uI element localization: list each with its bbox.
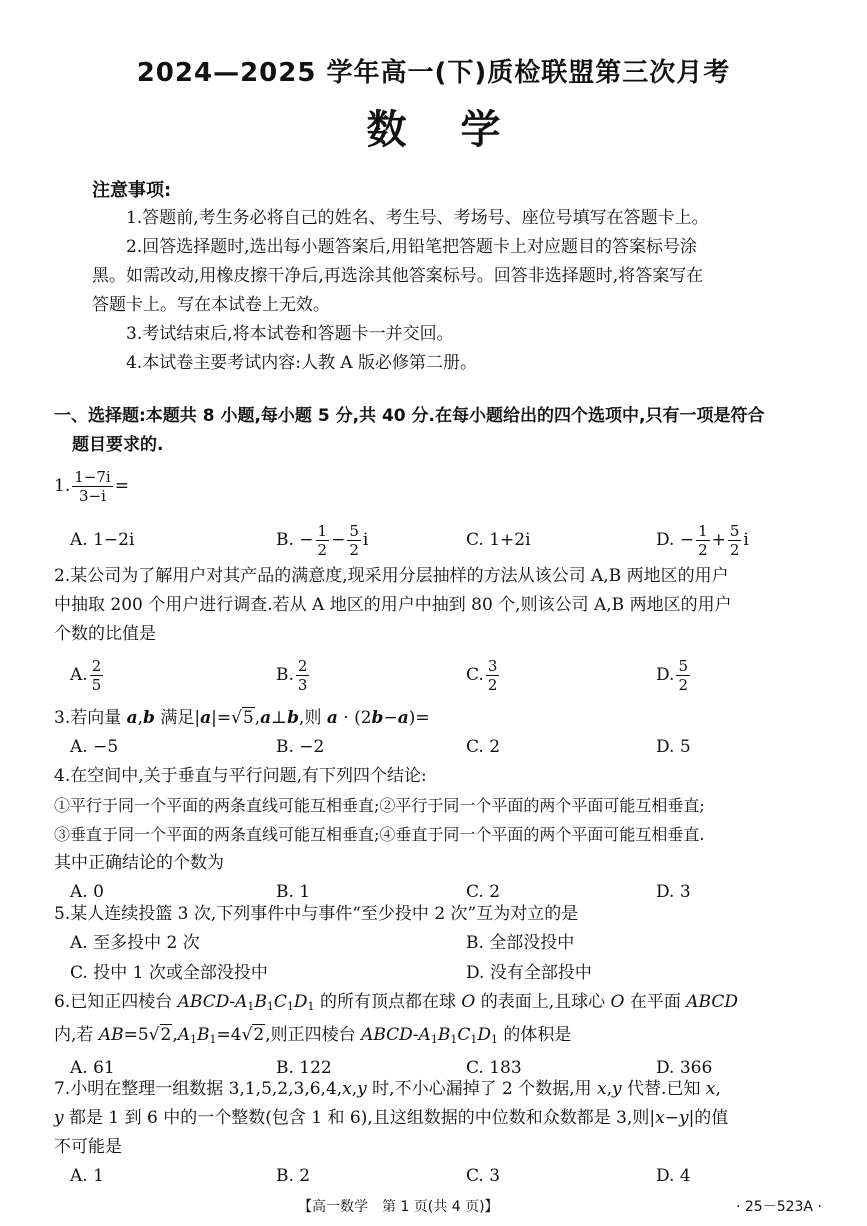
question-line: 个数的比值是	[54, 624, 156, 644]
notice-list	[92, 204, 792, 378]
subject-title: 数学	[366, 107, 555, 153]
option-b: B. 122	[276, 1058, 332, 1078]
option-b: B. −2	[276, 737, 325, 757]
option-a: A. 0	[70, 882, 104, 902]
notice-item: 答题卡上。写在本试卷上无效。	[92, 295, 330, 315]
option-d: D. $\frac{5}{2}$	[656, 657, 688, 694]
section-heading	[54, 402, 824, 460]
question-line: 7.小明在整理一组数据 3,1,5,2,3,6,4,x,y 时,不小心漏掉了 2 个数据,用 x,y 代替.已知 x,	[54, 1079, 721, 1099]
paper-code: · 25－523A ·	[736, 1199, 822, 1215]
question-stem: 5.某人连续投篮 3 次,下列事件中与事件“至少投中 2 次”互为对立的是	[54, 904, 579, 924]
option-d: D. 没有全部投中	[466, 963, 592, 983]
section-line: 题目要求的.	[72, 435, 164, 455]
notice-item: 2.回答选择题时,选出每小题答案后,用铅笔把答题卡上对应题目的答案标号涂	[126, 237, 698, 257]
question-6	[54, 988, 824, 1084]
option-a: A. $\frac{2}{5}$	[70, 657, 102, 694]
option-row	[54, 518, 824, 562]
exam-title: 2024—2025 学年高一(下)质检联盟第三次月考	[136, 58, 731, 88]
option-b: B. − $\frac{1}{2}$ − $\frac{5}{2}$ i	[276, 522, 369, 559]
question-line: 不可能是	[54, 1137, 122, 1157]
question-line: 其中正确结论的个数为	[54, 853, 224, 873]
question-stem: 1. $\frac{1-7i}{3-i}$ =	[54, 468, 129, 505]
option-row	[54, 929, 824, 959]
fraction: $\frac{1-7i}{3-i}$	[74, 468, 111, 505]
option-a: A. 至多投中 2 次	[70, 933, 200, 953]
option-c: C. 183	[466, 1058, 522, 1078]
question-line: ①平行于同一个平面的两条直线可能互相垂直;②平行于同一个平面的两个平面可能互相垂直;	[54, 796, 705, 815]
option-a: A. 1	[70, 1166, 104, 1186]
option-a: A. 1−2i	[70, 530, 135, 550]
question-line: ③垂直于同一个平面的两条直线可能互相垂直;④垂直于同一个平面的两个平面可能互相垂直.	[54, 825, 705, 844]
notice-item: 3.考试结束后,将本试卷和答题卡一并交回。	[126, 324, 454, 344]
option-d: D. 366	[656, 1058, 713, 1078]
option-a: A. −5	[70, 737, 119, 757]
question-line: y 都是 1 到 6 中的一个整数(包含 1 和 6),且这组数据的中位数和众数都是 3,则|x−y|的值	[54, 1108, 729, 1128]
notice-item: 4.本试卷主要考试内容:人教 A 版必修第二册。	[126, 353, 478, 373]
option-row	[54, 733, 824, 763]
option-row	[54, 1162, 824, 1192]
question-1	[54, 462, 824, 562]
question-line: 内,若 $AB=5√2,A_1B_1=4√2$,则正四棱台 ABCD-$A_1B_1C_1D_1$ 的体积是	[54, 1025, 572, 1046]
page-number: 【高一数学 第 1 页(共 4 页)】	[298, 1199, 499, 1215]
option-c: C. 投中 1 次或全部没投中	[70, 963, 268, 983]
question-4	[54, 762, 824, 908]
option-c: C. 3	[466, 1166, 501, 1186]
option-c: C. $\frac{3}{2}$	[466, 657, 498, 694]
option-row	[54, 959, 824, 989]
question-line: 4.在空间中,关于垂直与平行问题,有下列四个结论:	[54, 766, 427, 786]
option-b: B. 2	[276, 1166, 311, 1186]
option-d: D. 4	[656, 1166, 691, 1186]
option-b: B. $\frac{2}{3}$	[276, 657, 308, 694]
option-b: B. 1	[276, 882, 311, 902]
option-d: D. − $\frac{1}{2}$ + $\frac{5}{2}$ i	[656, 522, 749, 559]
option-a: A. 61	[70, 1058, 115, 1078]
question-line: 中抽取 200 个用户进行调查.若从 A 地区的用户中抽到 80 个,则该公司 A,B 两地区的用户	[54, 595, 732, 615]
question-stem: 3.若向量 a,b 满足|a|=√5,a⊥b,则 a · (2b−a)=	[54, 708, 430, 728]
option-row	[54, 649, 824, 701]
notice-item: 1.答题前,考生务必将自己的姓名、考生号、考场号、座位号填写在答题卡上。	[126, 208, 709, 228]
option-c: C. 2	[466, 737, 501, 757]
question-5	[54, 900, 824, 989]
question-7	[54, 1075, 824, 1192]
question-2	[54, 562, 824, 701]
option-c: C. 2	[466, 882, 501, 902]
option-d: D. 5	[656, 737, 691, 757]
notice-heading: 注意事项:	[92, 180, 172, 201]
notice-item: 黑。如需改动,用橡皮擦干净后,再选涂其他答案标号。回答非选择题时,将答案写在	[92, 266, 704, 286]
question-line: 2.某公司为了解用户对其产品的满意度,现采用分层抽样的方法从该公司 A,B 两地区的用户	[54, 566, 729, 586]
option-b: B. 全部没投中	[466, 933, 575, 953]
question-3	[54, 704, 824, 763]
option-d: D. 3	[656, 882, 691, 902]
option-c: C. 1+2i	[466, 530, 531, 550]
section-line: 一、选择题:本题共 8 小题,每小题 5 分,共 40 分.在每小题给出的四个选项中,只有一项是符合	[54, 406, 765, 426]
question-line: 6.已知正四棱台 ABCD-$A_1B_1C_1D_1$ 的所有顶点都在球 O 的表面上,且球心 O 在平面 ABCD	[54, 992, 738, 1013]
